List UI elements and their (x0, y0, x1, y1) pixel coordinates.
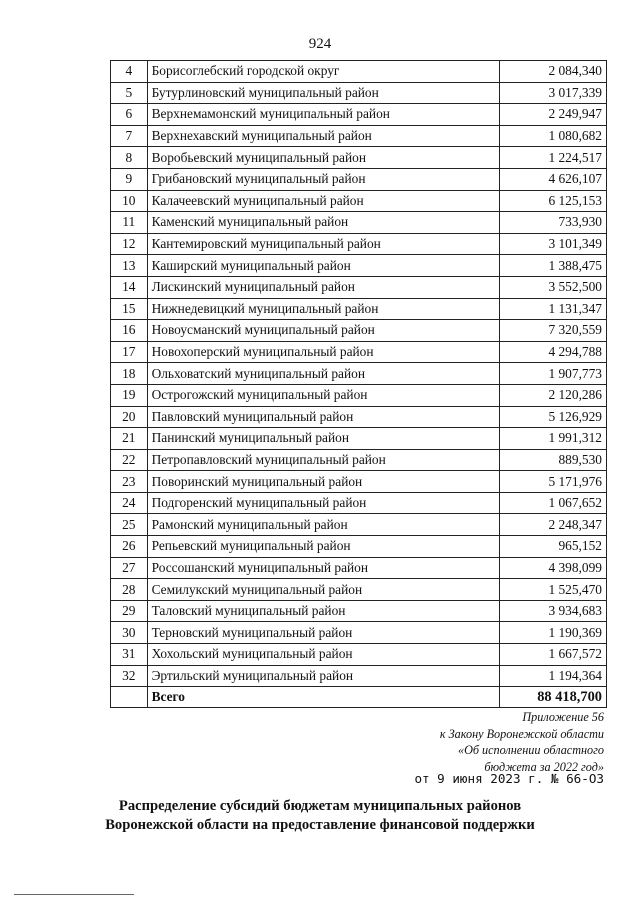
row-number: 9 (111, 168, 148, 190)
subsidy-amount: 5 171,976 (500, 471, 607, 493)
total-label: Всего (147, 687, 500, 708)
municipality-name: Борисоглебский городской округ (147, 61, 500, 83)
table-row (111, 61, 607, 83)
row-number: 27 (111, 557, 148, 579)
municipality-name: Ольховатский муниципальный район (147, 363, 500, 385)
municipality-name: Острогожский муниципальный район (147, 384, 500, 406)
subsidy-amount: 1 194,364 (500, 665, 607, 687)
appendix-line-3: «Об исполнении областного (457, 743, 604, 757)
subsidy-amount: 2 249,947 (500, 104, 607, 126)
subsidy-amount: 733,930 (500, 212, 607, 234)
municipality-name: Репьевский муниципальный район (147, 536, 500, 558)
municipality-name: Каширский муниципальный район (147, 255, 500, 277)
table-row (111, 557, 607, 579)
table-row (111, 255, 607, 277)
municipality-name: Терновский муниципальный район (147, 622, 500, 644)
subsidy-amount: 3 934,683 (500, 600, 607, 622)
row-number: 26 (111, 536, 148, 558)
municipality-name: Петропавловский муниципальный район (147, 449, 500, 471)
subsidy-amount: 965,152 (500, 536, 607, 558)
table-row (111, 644, 607, 666)
table-row (111, 384, 607, 406)
table-row (111, 298, 607, 320)
table-row (111, 600, 607, 622)
row-number: 31 (111, 644, 148, 666)
table-row (111, 125, 607, 147)
row-number: 21 (111, 428, 148, 450)
row-number: 7 (111, 125, 148, 147)
row-number: 14 (111, 276, 148, 298)
subsidy-amount: 1 991,312 (500, 428, 607, 450)
subsidy-amount: 1 080,682 (500, 125, 607, 147)
document-title (0, 797, 640, 835)
municipality-name: Новоусманский муниципальный район (147, 320, 500, 342)
table-row (111, 276, 607, 298)
subsidy-amount: 3 101,349 (500, 233, 607, 255)
municipality-name: Верхнехавский муниципальный район (147, 125, 500, 147)
table-row (111, 514, 607, 536)
subsidy-amount: 2 120,286 (500, 384, 607, 406)
total-number (111, 687, 148, 708)
table-row (111, 168, 607, 190)
appendix-note (440, 709, 604, 775)
appendix-line-2: к Закону Воронежской области (439, 726, 604, 741)
law-date-number: от 9 июня 2023 г. № 66-ОЗ (414, 771, 604, 786)
row-number: 8 (111, 147, 148, 169)
municipality-name: Павловский муниципальный район (147, 406, 500, 428)
table-row (111, 622, 607, 644)
appendix-line-1: Приложение 56 (522, 710, 604, 724)
row-number: 17 (111, 341, 148, 363)
row-number: 18 (111, 363, 148, 385)
row-number: 28 (111, 579, 148, 601)
subsidy-amount: 1 224,517 (500, 147, 607, 169)
municipality-name: Рамонский муниципальный район (147, 514, 500, 536)
footer-rule (14, 894, 134, 895)
subsidy-amount: 3 017,339 (500, 82, 607, 104)
table-row (111, 82, 607, 104)
subsidy-amount: 2 084,340 (500, 61, 607, 83)
table-row (111, 471, 607, 493)
total-row (111, 687, 607, 708)
table-row (111, 233, 607, 255)
row-number: 11 (111, 212, 148, 234)
row-number: 24 (111, 492, 148, 514)
municipality-name: Новохоперский муниципальный район (147, 341, 500, 363)
municipality-name: Нижнедевицкий муниципальный район (147, 298, 500, 320)
municipality-name: Хохольский муниципальный район (147, 644, 500, 666)
subsidy-amount: 4 626,107 (500, 168, 607, 190)
municipality-name: Воробьевский муниципальный район (147, 147, 500, 169)
municipality-name: Бутурлиновский муниципальный район (147, 82, 500, 104)
total-amount: 88 418,700 (500, 687, 607, 708)
row-number: 6 (111, 104, 148, 126)
page-number: 924 (308, 36, 332, 52)
title-line-1: Распределение субсидий бюджетам муниципальных районов (118, 798, 522, 814)
row-number: 25 (111, 514, 148, 536)
subsidy-amount: 4 398,099 (500, 557, 607, 579)
subsidy-amount: 1 525,470 (500, 579, 607, 601)
subsidy-amount: 6 125,153 (500, 190, 607, 212)
subsidy-amount: 1 667,572 (500, 644, 607, 666)
municipality-name: Кантемировский муниципальный район (147, 233, 500, 255)
subsidy-table (110, 60, 607, 708)
row-number: 19 (111, 384, 148, 406)
table-row (111, 579, 607, 601)
table-row (111, 665, 607, 687)
row-number: 12 (111, 233, 148, 255)
row-number: 16 (111, 320, 148, 342)
table-row (111, 212, 607, 234)
row-number: 10 (111, 190, 148, 212)
table-row (111, 104, 607, 126)
row-number: 23 (111, 471, 148, 493)
table-row (111, 363, 607, 385)
municipality-name: Верхнемамонский муниципальный район (147, 104, 500, 126)
municipality-name: Панинский муниципальный район (147, 428, 500, 450)
municipality-name: Подгоренский муниципальный район (147, 492, 500, 514)
municipality-name: Грибановский муниципальный район (147, 168, 500, 190)
subsidy-amount: 4 294,788 (500, 341, 607, 363)
row-number: 15 (111, 298, 148, 320)
row-number: 5 (111, 82, 148, 104)
table-body (111, 61, 607, 708)
municipality-name: Эртильский муниципальный район (147, 665, 500, 687)
row-number: 32 (111, 665, 148, 687)
subsidy-amount: 1 131,347 (500, 298, 607, 320)
municipality-name: Каменский муниципальный район (147, 212, 500, 234)
subsidy-amount: 7 320,559 (500, 320, 607, 342)
municipality-name: Калачеевский муниципальный район (147, 190, 500, 212)
municipality-name: Таловский муниципальный район (147, 600, 500, 622)
table-row (111, 190, 607, 212)
row-number: 22 (111, 449, 148, 471)
row-number: 20 (111, 406, 148, 428)
subsidy-amount: 1 067,652 (500, 492, 607, 514)
municipality-name: Россошанский муниципальный район (147, 557, 500, 579)
table-row (111, 320, 607, 342)
municipality-name: Семилукский муниципальный район (147, 579, 500, 601)
subsidy-amount: 889,530 (500, 449, 607, 471)
table-row (111, 492, 607, 514)
table-row (111, 536, 607, 558)
appendix-line-4: бюджета за 2022 год» (484, 759, 604, 774)
title-line-2: Воронежской области на предоставление финансовой поддержки (105, 817, 535, 833)
table-row (111, 406, 607, 428)
table-row (111, 341, 607, 363)
municipality-name: Лискинский муниципальный район (147, 276, 500, 298)
subsidy-amount: 2 248,347 (500, 514, 607, 536)
municipality-name: Поворинский муниципальный район (147, 471, 500, 493)
table-row (111, 428, 607, 450)
row-number: 13 (111, 255, 148, 277)
row-number: 29 (111, 600, 148, 622)
subsidy-amount: 1 388,475 (500, 255, 607, 277)
table-row (111, 449, 607, 471)
subsidy-amount: 5 126,929 (500, 406, 607, 428)
subsidy-amount: 1 190,369 (500, 622, 607, 644)
subsidy-amount: 1 907,773 (500, 363, 607, 385)
table-row (111, 147, 607, 169)
row-number: 30 (111, 622, 148, 644)
row-number: 4 (111, 61, 148, 83)
subsidy-amount: 3 552,500 (500, 276, 607, 298)
